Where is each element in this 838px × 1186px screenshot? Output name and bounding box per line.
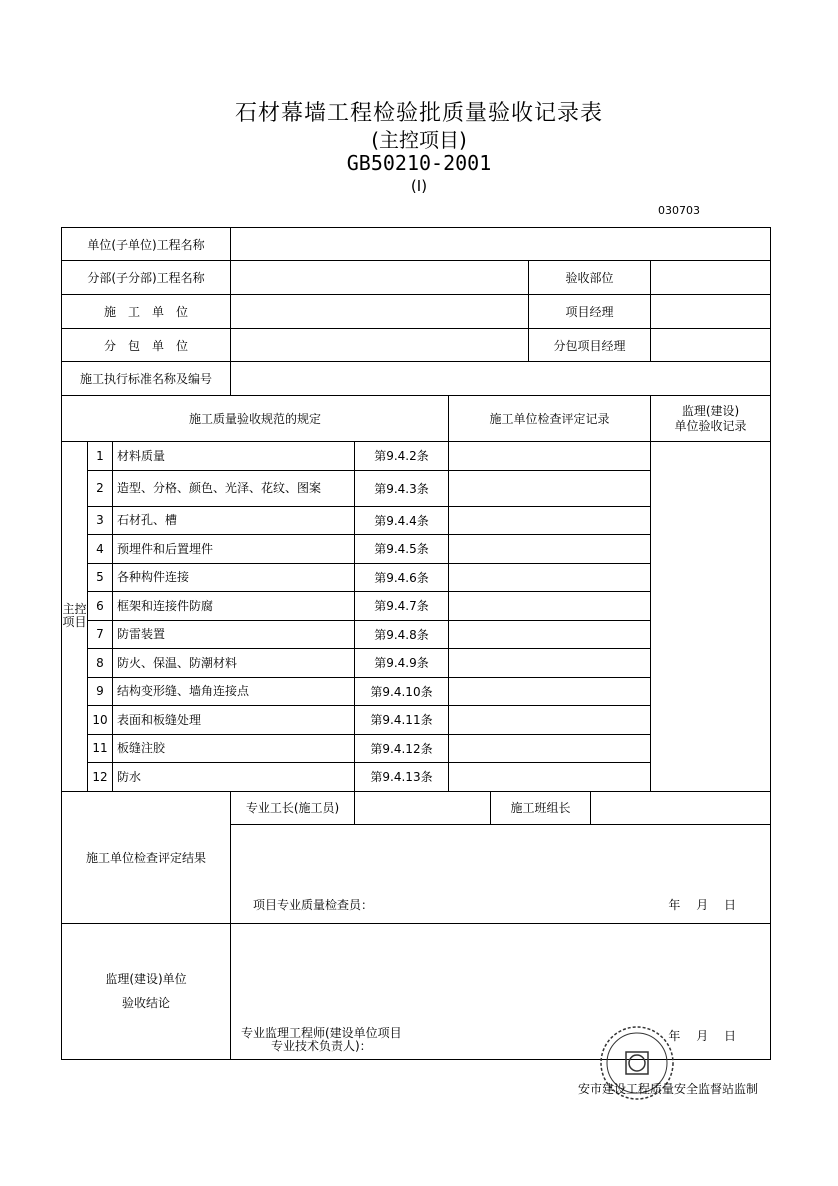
item-number: 5 bbox=[88, 563, 113, 592]
item-name: 表面和板缝处理 bbox=[113, 706, 355, 735]
item-record[interactable] bbox=[449, 470, 651, 506]
spec-column-header: 施工质量验收规范的规定 bbox=[62, 396, 449, 442]
sub-project-value[interactable] bbox=[231, 261, 529, 295]
supervision-conclusion-area[interactable] bbox=[231, 923, 771, 1059]
team-leader-value[interactable] bbox=[591, 791, 771, 824]
supervision-label-line1: 监理(建设)单位 bbox=[105, 972, 187, 986]
form-code: 030703 bbox=[658, 204, 700, 217]
item-number: 10 bbox=[88, 706, 113, 735]
item-number: 4 bbox=[88, 535, 113, 564]
unit-project-label: 单位(子单位)工程名称 bbox=[62, 228, 231, 261]
item-number: 9 bbox=[88, 677, 113, 706]
construction-unit-value[interactable] bbox=[231, 295, 529, 329]
item-clause: 第9.4.13条 bbox=[355, 763, 449, 792]
standard-name-value[interactable] bbox=[231, 362, 771, 396]
item-name: 框架和连接件防腐 bbox=[113, 592, 355, 621]
subcontract-unit-label: 分 包 单 位 bbox=[62, 329, 231, 362]
item-record[interactable] bbox=[449, 649, 651, 678]
item-name: 结构变形缝、墙角连接点 bbox=[113, 677, 355, 706]
item-clause: 第9.4.5条 bbox=[355, 535, 449, 564]
item-record[interactable] bbox=[449, 592, 651, 621]
project-manager-label: 项目经理 bbox=[529, 295, 651, 329]
item-number: 6 bbox=[88, 592, 113, 621]
item-record[interactable] bbox=[449, 506, 651, 535]
acceptance-part-label: 验收部位 bbox=[529, 261, 651, 295]
item-clause: 第9.4.3条 bbox=[355, 470, 449, 506]
item-name: 材料质量 bbox=[113, 442, 355, 471]
foreman-label: 专业工长(施工员) bbox=[231, 791, 355, 824]
item-number: 3 bbox=[88, 506, 113, 535]
item-clause: 第9.4.10条 bbox=[355, 677, 449, 706]
item-name: 各种构件连接 bbox=[113, 563, 355, 592]
group-label: 主控项目 bbox=[62, 442, 88, 792]
item-name: 防火、保温、防潮材料 bbox=[113, 649, 355, 678]
item-record[interactable] bbox=[449, 763, 651, 792]
inspector-label: 项目专业质量检查员： bbox=[253, 897, 374, 912]
document-subtitle: (主控项目) bbox=[371, 128, 467, 152]
check-result-area[interactable] bbox=[231, 824, 771, 923]
construction-unit-label: 施 工 单 位 bbox=[62, 295, 231, 329]
check-result-label: 施工单位检查评定结果 bbox=[62, 791, 231, 923]
item-record[interactable] bbox=[449, 442, 651, 471]
item-record[interactable] bbox=[449, 535, 651, 564]
item-clause: 第9.4.9条 bbox=[355, 649, 449, 678]
item-record[interactable] bbox=[449, 620, 651, 649]
check-date: 年 月 日 bbox=[668, 897, 737, 912]
item-name: 石材孔、槽 bbox=[113, 506, 355, 535]
item-name: 预埋件和后置埋件 bbox=[113, 535, 355, 564]
supervision-date: 年 月 日 bbox=[668, 1029, 737, 1043]
item-number: 11 bbox=[88, 734, 113, 763]
item-record[interactable] bbox=[449, 563, 651, 592]
item-name: 板缝注胶 bbox=[113, 734, 355, 763]
footer-issuer: 安市建设工程质量安全监督站监制 bbox=[578, 1082, 759, 1096]
item-name: 防水 bbox=[113, 763, 355, 792]
subcontract-unit-value[interactable] bbox=[231, 329, 529, 362]
supervision-label-line2: 验收结论 bbox=[121, 996, 170, 1010]
supervision-header-line2: 单位验收记录 bbox=[674, 418, 747, 433]
foreman-value[interactable] bbox=[355, 791, 491, 824]
item-number: 2 bbox=[88, 470, 113, 506]
standard-code: GB50210-2001 bbox=[346, 151, 492, 175]
item-clause: 第9.4.2条 bbox=[355, 442, 449, 471]
inspection-table bbox=[61, 227, 771, 1060]
supervision-column-header bbox=[651, 396, 771, 442]
team-leader-label: 施工班组长 bbox=[491, 791, 591, 824]
standard-name-label: 施工执行标准名称及编号 bbox=[62, 362, 231, 396]
engineer-label-line2: 专业技术负责人)： bbox=[271, 1038, 372, 1053]
item-number: 8 bbox=[88, 649, 113, 678]
record-column-header: 施工单位检查评定记录 bbox=[449, 396, 651, 442]
sub-manager-value[interactable] bbox=[651, 329, 771, 362]
item-name: 防雷装置 bbox=[113, 620, 355, 649]
sub-project-label: 分部(子分部)工程名称 bbox=[62, 261, 231, 295]
item-clause: 第9.4.4条 bbox=[355, 506, 449, 535]
acceptance-part-value[interactable] bbox=[651, 261, 771, 295]
unit-project-value[interactable] bbox=[231, 228, 771, 261]
document-title: 石材幕墙工程检验批质量验收记录表 bbox=[234, 101, 603, 126]
item-number: 7 bbox=[88, 620, 113, 649]
supervision-header-line1: 监理(建设) bbox=[681, 403, 740, 418]
item-record[interactable] bbox=[449, 677, 651, 706]
supervision-record[interactable] bbox=[651, 442, 771, 792]
item-clause: 第9.4.8条 bbox=[355, 620, 449, 649]
engineer-label-line1: 专业监理工程师(建设单位项目 bbox=[241, 1025, 402, 1040]
item-clause: 第9.4.6条 bbox=[355, 563, 449, 592]
item-number: 1 bbox=[88, 442, 113, 471]
item-record[interactable] bbox=[449, 706, 651, 735]
item-name: 造型、分格、颜色、光泽、花纹、图案 bbox=[113, 470, 355, 506]
part-number: (Ⅰ) bbox=[410, 177, 428, 195]
item-record[interactable] bbox=[449, 734, 651, 763]
item-clause: 第9.4.11条 bbox=[355, 706, 449, 735]
item-clause: 第9.4.12条 bbox=[355, 734, 449, 763]
item-number: 12 bbox=[88, 763, 113, 792]
item-clause: 第9.4.7条 bbox=[355, 592, 449, 621]
project-manager-value[interactable] bbox=[651, 295, 771, 329]
supervision-conclusion-label bbox=[62, 923, 231, 1059]
sub-manager-label: 分包项目经理 bbox=[529, 329, 651, 362]
item-row bbox=[62, 442, 771, 471]
